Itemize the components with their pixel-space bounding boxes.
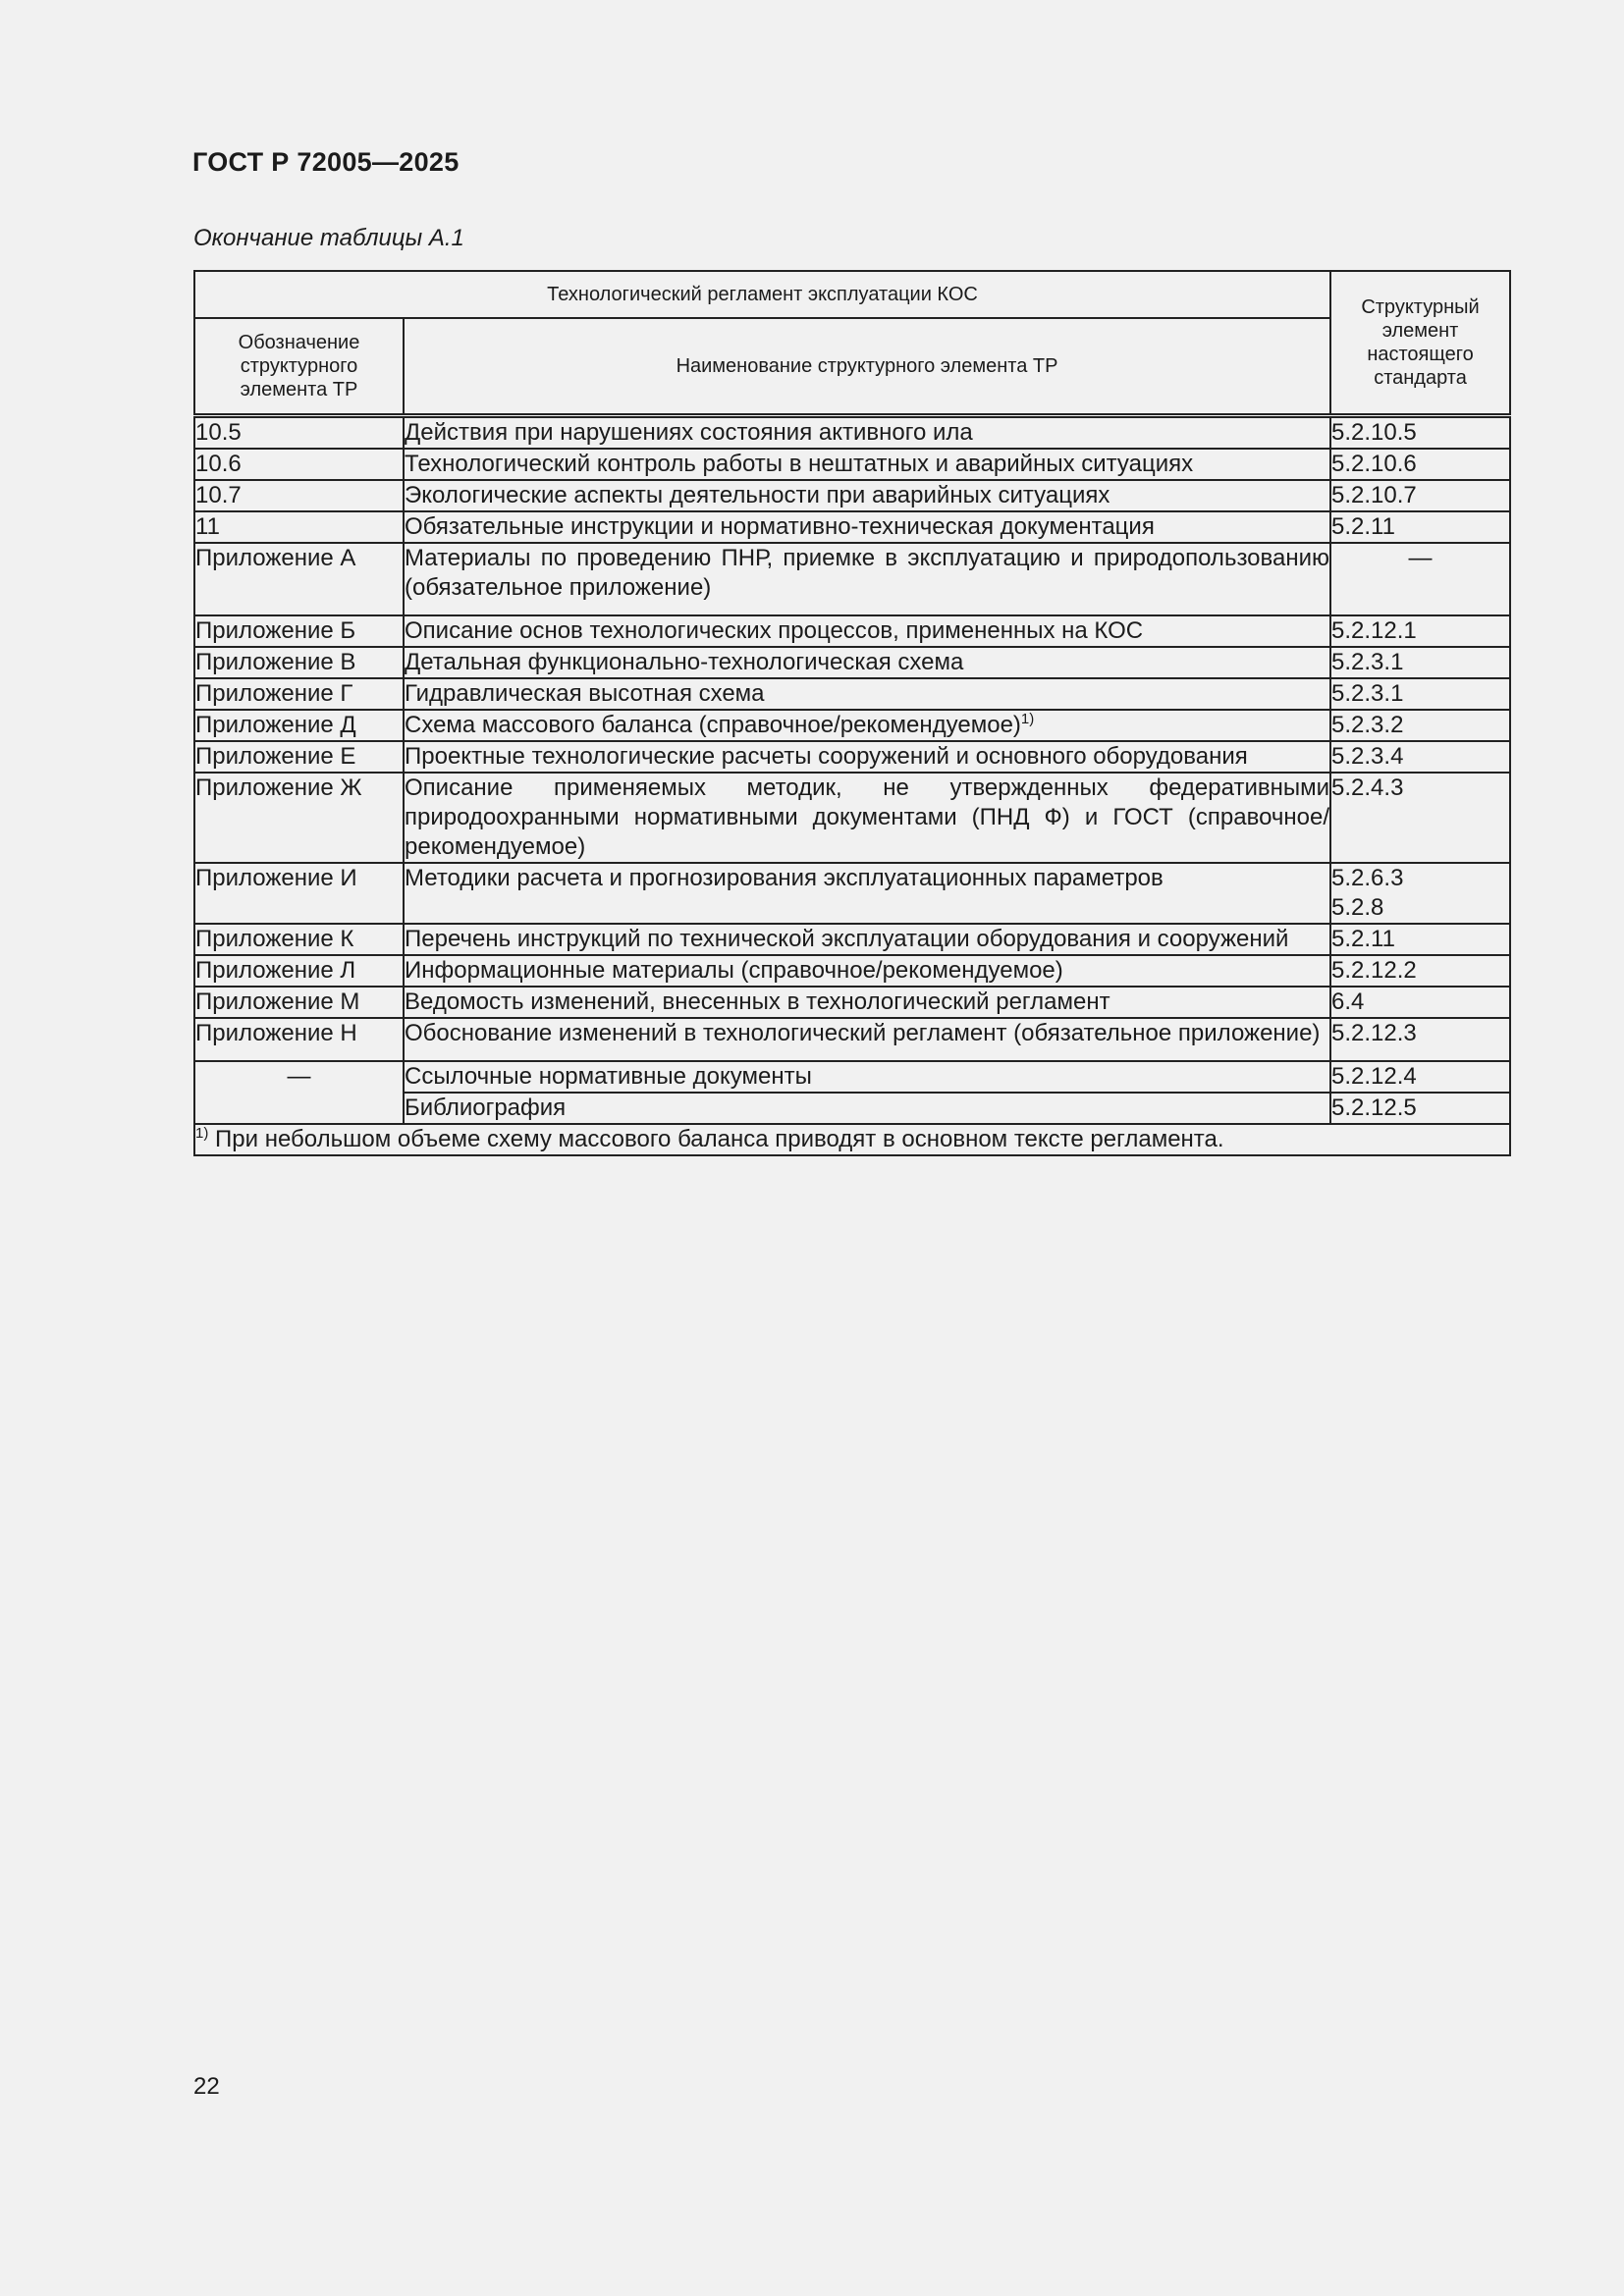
row-ref-line: 5.2.8 — [1331, 894, 1384, 921]
table-row — [194, 987, 1510, 1018]
page-number: 22 — [193, 2073, 220, 2100]
row-code: Приложение Д — [194, 710, 404, 741]
row-name — [404, 710, 1330, 741]
row-name: Обязательные инструкции и нормативно-техническая документация — [404, 511, 1330, 543]
table-row — [194, 741, 1510, 773]
table-caption: Окончание таблицы А.1 — [193, 225, 464, 251]
footnote-mark: 1) — [195, 1125, 209, 1142]
row-ref: 5.2.3.1 — [1330, 678, 1510, 710]
table-row — [194, 773, 1510, 863]
table-row — [194, 647, 1510, 678]
table-row — [194, 480, 1510, 511]
row-code: Приложение Г — [194, 678, 404, 710]
row-ref: 5.2.10.5 — [1330, 416, 1510, 450]
row-name: Действия при нарушениях состояния активного ила — [404, 416, 1330, 450]
row-name: Перечень инструкций по технической эксплуатации оборудования и сооружений — [404, 924, 1330, 955]
table-row — [194, 615, 1510, 647]
row-ref — [1330, 863, 1510, 924]
footnote-text: При небольшом объеме схему массового баланса приводят в основном тексте регламента. — [215, 1126, 1224, 1152]
row-name: Технологический контроль работы в нештатных и аварийных ситуациях — [404, 449, 1330, 480]
row-code: Приложение И — [194, 863, 404, 924]
row-code: Приложение А — [194, 543, 404, 615]
group-header: Технологический регламент эксплуатации КОС — [194, 271, 1330, 318]
document-header: ГОСТ Р 72005—2025 — [192, 147, 460, 177]
footnote — [194, 1124, 1510, 1155]
row-name-text: Схема массового баланса (справочное/рекомендуемое) — [405, 712, 1021, 738]
row-ref: 5.2.3.1 — [1330, 647, 1510, 678]
table-row — [194, 863, 1510, 924]
row-ref: 5.2.12.1 — [1330, 615, 1510, 647]
row-ref: 5.2.3.4 — [1330, 741, 1510, 773]
table-row — [194, 678, 1510, 710]
row-name: Описание применяемых методик, не утвержденных федеративными природоохранными нормативными документами (ПНД Ф) и ГОСТ (справочное/рекомендуемое) — [404, 773, 1330, 863]
row-ref-line: 5.2.6.3 — [1331, 865, 1404, 891]
row-ref: 5.2.11 — [1330, 511, 1510, 543]
column-header-ref: Структурный элемент настоящего стандарта — [1330, 271, 1510, 416]
row-code: Приложение Б — [194, 615, 404, 647]
row-ref: 5.2.12.3 — [1330, 1018, 1510, 1061]
row-ref: — — [1330, 543, 1510, 615]
row-code: Приложение Е — [194, 741, 404, 773]
row-name: Ведомость изменений, внесенных в технологический регламент — [404, 987, 1330, 1018]
row-ref: 5.2.12.4 — [1330, 1061, 1510, 1093]
row-code: 10.7 — [194, 480, 404, 511]
row-ref: 5.2.3.2 — [1330, 710, 1510, 741]
row-name: Экологические аспекты деятельности при аварийных ситуациях — [404, 480, 1330, 511]
row-name: Библиография — [404, 1093, 1330, 1124]
table-row — [194, 511, 1510, 543]
table-row — [194, 924, 1510, 955]
row-code: Приложение Л — [194, 955, 404, 987]
row-name: Детальная функционально-технологическая схема — [404, 647, 1330, 678]
table-row — [194, 710, 1510, 741]
row-ref: 6.4 — [1330, 987, 1510, 1018]
row-name: Методики расчета и прогнозирования эксплуатационных параметров — [404, 863, 1330, 924]
row-name: Обоснование изменений в технологический регламент (обязательное приложение) — [404, 1018, 1330, 1061]
mapping-table — [193, 270, 1511, 1156]
row-name: Материалы по проведению ПНР, приемке в эксплуатацию и природопользованию (обязательное приложение) — [404, 543, 1330, 615]
table-row — [194, 416, 1510, 450]
row-name: Гидравлическая высотная схема — [404, 678, 1330, 710]
row-name: Ссылочные нормативные документы — [404, 1061, 1330, 1093]
table-row — [194, 1018, 1510, 1061]
row-name: Проектные технологические расчеты сооружений и основного оборудования — [404, 741, 1330, 773]
table-row — [194, 449, 1510, 480]
row-code-merged: — — [194, 1061, 404, 1124]
row-code: Приложение М — [194, 987, 404, 1018]
row-name: Описание основ технологических процессов, примененных на КОС — [404, 615, 1330, 647]
row-ref: 5.2.12.2 — [1330, 955, 1510, 987]
column-header-code: Обозначение структурного элемента ТР — [194, 318, 404, 416]
row-code: Приложение Н — [194, 1018, 404, 1061]
row-code: 11 — [194, 511, 404, 543]
row-code: 10.6 — [194, 449, 404, 480]
table-row — [194, 543, 1510, 615]
row-code: Приложение Ж — [194, 773, 404, 863]
column-header-name: Наименование структурного элемента ТР — [404, 318, 1330, 416]
row-code: Приложение В — [194, 647, 404, 678]
table-row — [194, 955, 1510, 987]
row-code: 10.5 — [194, 416, 404, 450]
table-row — [194, 1061, 1510, 1093]
footnote-reference: 1) — [1020, 711, 1035, 727]
row-code: Приложение К — [194, 924, 404, 955]
row-ref: 5.2.10.7 — [1330, 480, 1510, 511]
row-ref: 5.2.11 — [1330, 924, 1510, 955]
row-ref: 5.2.4.3 — [1330, 773, 1510, 863]
row-ref: 5.2.12.5 — [1330, 1093, 1510, 1124]
row-name: Информационные материалы (справочное/рекомендуемое) — [404, 955, 1330, 987]
row-ref: 5.2.10.6 — [1330, 449, 1510, 480]
footnote-row — [194, 1124, 1510, 1155]
